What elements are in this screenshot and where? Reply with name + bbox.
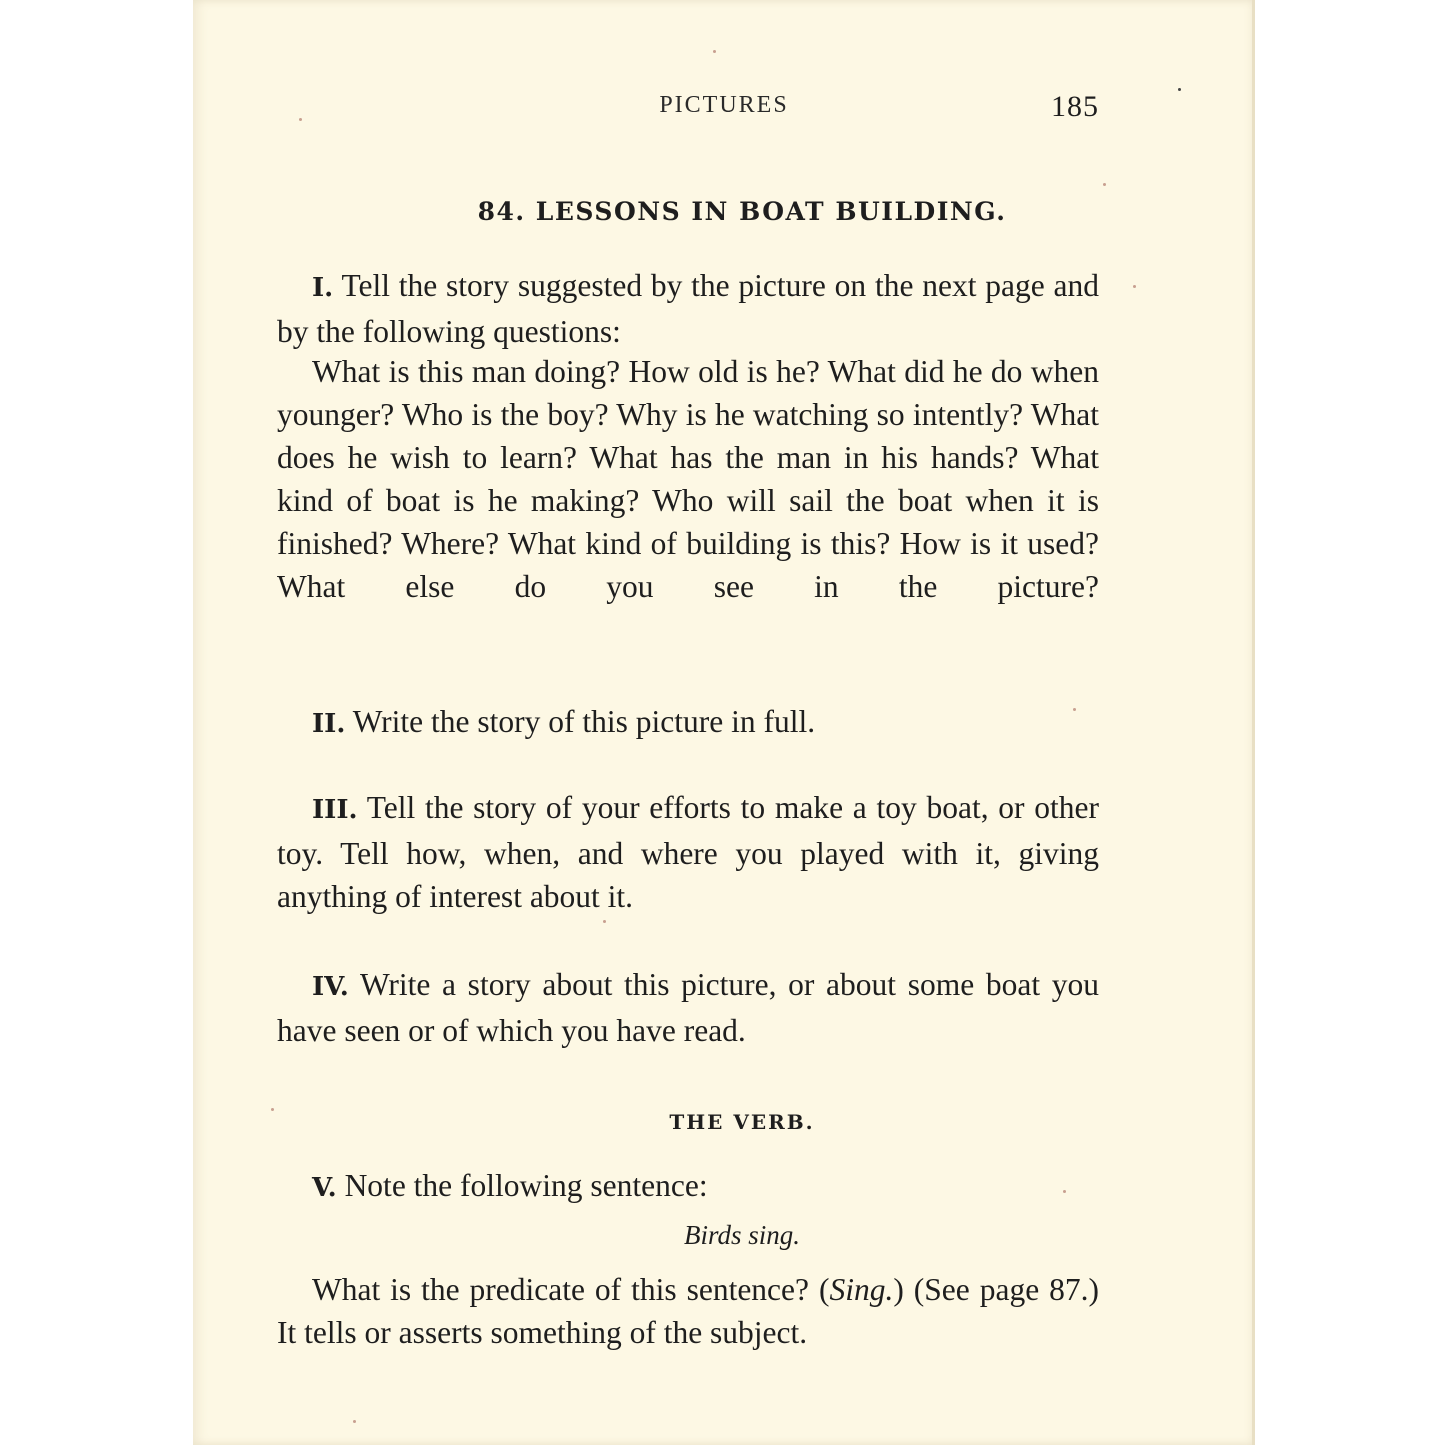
exercise-5-text: Note the following sentence: xyxy=(344,1168,708,1203)
exercise-1-numeral: I. xyxy=(312,273,334,303)
exercise-4-numeral: IV. xyxy=(312,972,349,1002)
paper-speck xyxy=(1073,708,1076,711)
exercise-1-questions xyxy=(277,350,1099,608)
book-page xyxy=(193,0,1255,1445)
exercise-2-text: Write the story of this picture in full. xyxy=(352,704,816,739)
exercise-3-numeral: III. xyxy=(312,795,358,825)
predicate-answer: Sing. xyxy=(829,1272,894,1307)
exercise-2-numeral: II. xyxy=(312,709,346,739)
exercise-2 xyxy=(277,700,1099,746)
exercise-3-text: Tell the story of your efforts to make a toy boat, or other toy. Tell how, when, and where you played with it, giving anything of interest about it. xyxy=(277,790,1099,914)
predicate-question-after: ) (See page 87.) It tells or asserts something of the subject. xyxy=(277,1272,1099,1350)
exercise-1-questions-text: What is this man doing? How old is he? What did he do when younger? Who is the boy? Why is he watching so intently? What does he wish to learn? What has the man in his hands? What kind of boat is he making? Who will sail the boat when it is finished? Where? What kind of building is this? How is it used? What else do you see in the picture? xyxy=(277,354,1099,604)
paper-speck xyxy=(299,118,302,121)
paper-speck xyxy=(713,50,716,53)
exercise-1-intro-text: Tell the story suggested by the picture on the next page and by the following questions: xyxy=(277,268,1100,349)
exercise-1-intro xyxy=(277,264,1099,353)
paper-speck xyxy=(1133,285,1136,288)
paper-speck xyxy=(353,1420,356,1423)
page-number: 185 xyxy=(1051,90,1099,123)
running-title: PICTURES xyxy=(659,92,789,118)
predicate-question-before: What is the predicate of this sentence? ( xyxy=(312,1272,830,1307)
paper-speck xyxy=(1063,1190,1066,1193)
exercise-5 xyxy=(277,1164,1099,1210)
example-sentence: Birds sing. xyxy=(683,1220,800,1250)
paper-speck xyxy=(1103,183,1106,186)
lesson-heading: 84. LESSONS IN BOAT BUILDING. xyxy=(477,197,1007,226)
paper-speck xyxy=(603,920,606,923)
verb-heading: THE VERB. xyxy=(669,1110,815,1134)
paper-speck xyxy=(271,1108,274,1111)
paper-speck xyxy=(1178,88,1181,91)
exercise-5-numeral: V. xyxy=(312,1173,337,1203)
predicate-question xyxy=(277,1268,1099,1354)
exercise-4-text: Write a story about this picture, or about some boat you have seen or of which you have read. xyxy=(277,967,1099,1048)
exercise-4 xyxy=(277,963,1099,1052)
exercise-3 xyxy=(277,786,1099,918)
